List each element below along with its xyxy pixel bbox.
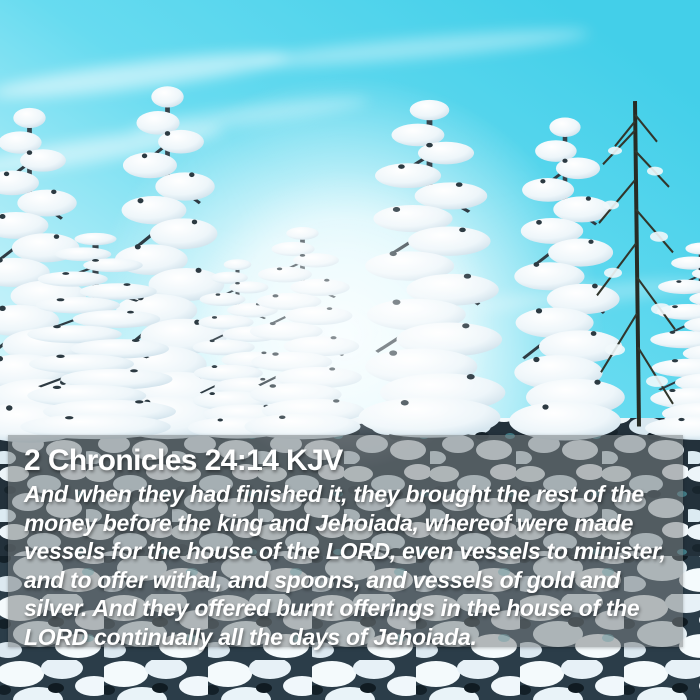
verse-reference-title: 2 Chronicles 24:14 KJV [24,444,343,477]
verse-overlay-panel [8,435,683,650]
verse-line: silver. And they offered burnt offerings in the house of the [24,595,640,621]
verse-line: LORD continually all the days of Jehoiada. [24,623,477,650]
verse-line: vessels for the house of the LORD, even vessels to minister, [24,538,666,564]
verse-line: And when they had finished it, they brought the rest of the [24,481,644,507]
verse-line: and to offer withal, and spoons, and vessels of gold and [24,566,621,593]
verse-text [24,480,669,651]
verse-line: money before the king and Jehoiada, whereof were made [24,509,634,536]
sun-glow-bloom [195,170,495,470]
